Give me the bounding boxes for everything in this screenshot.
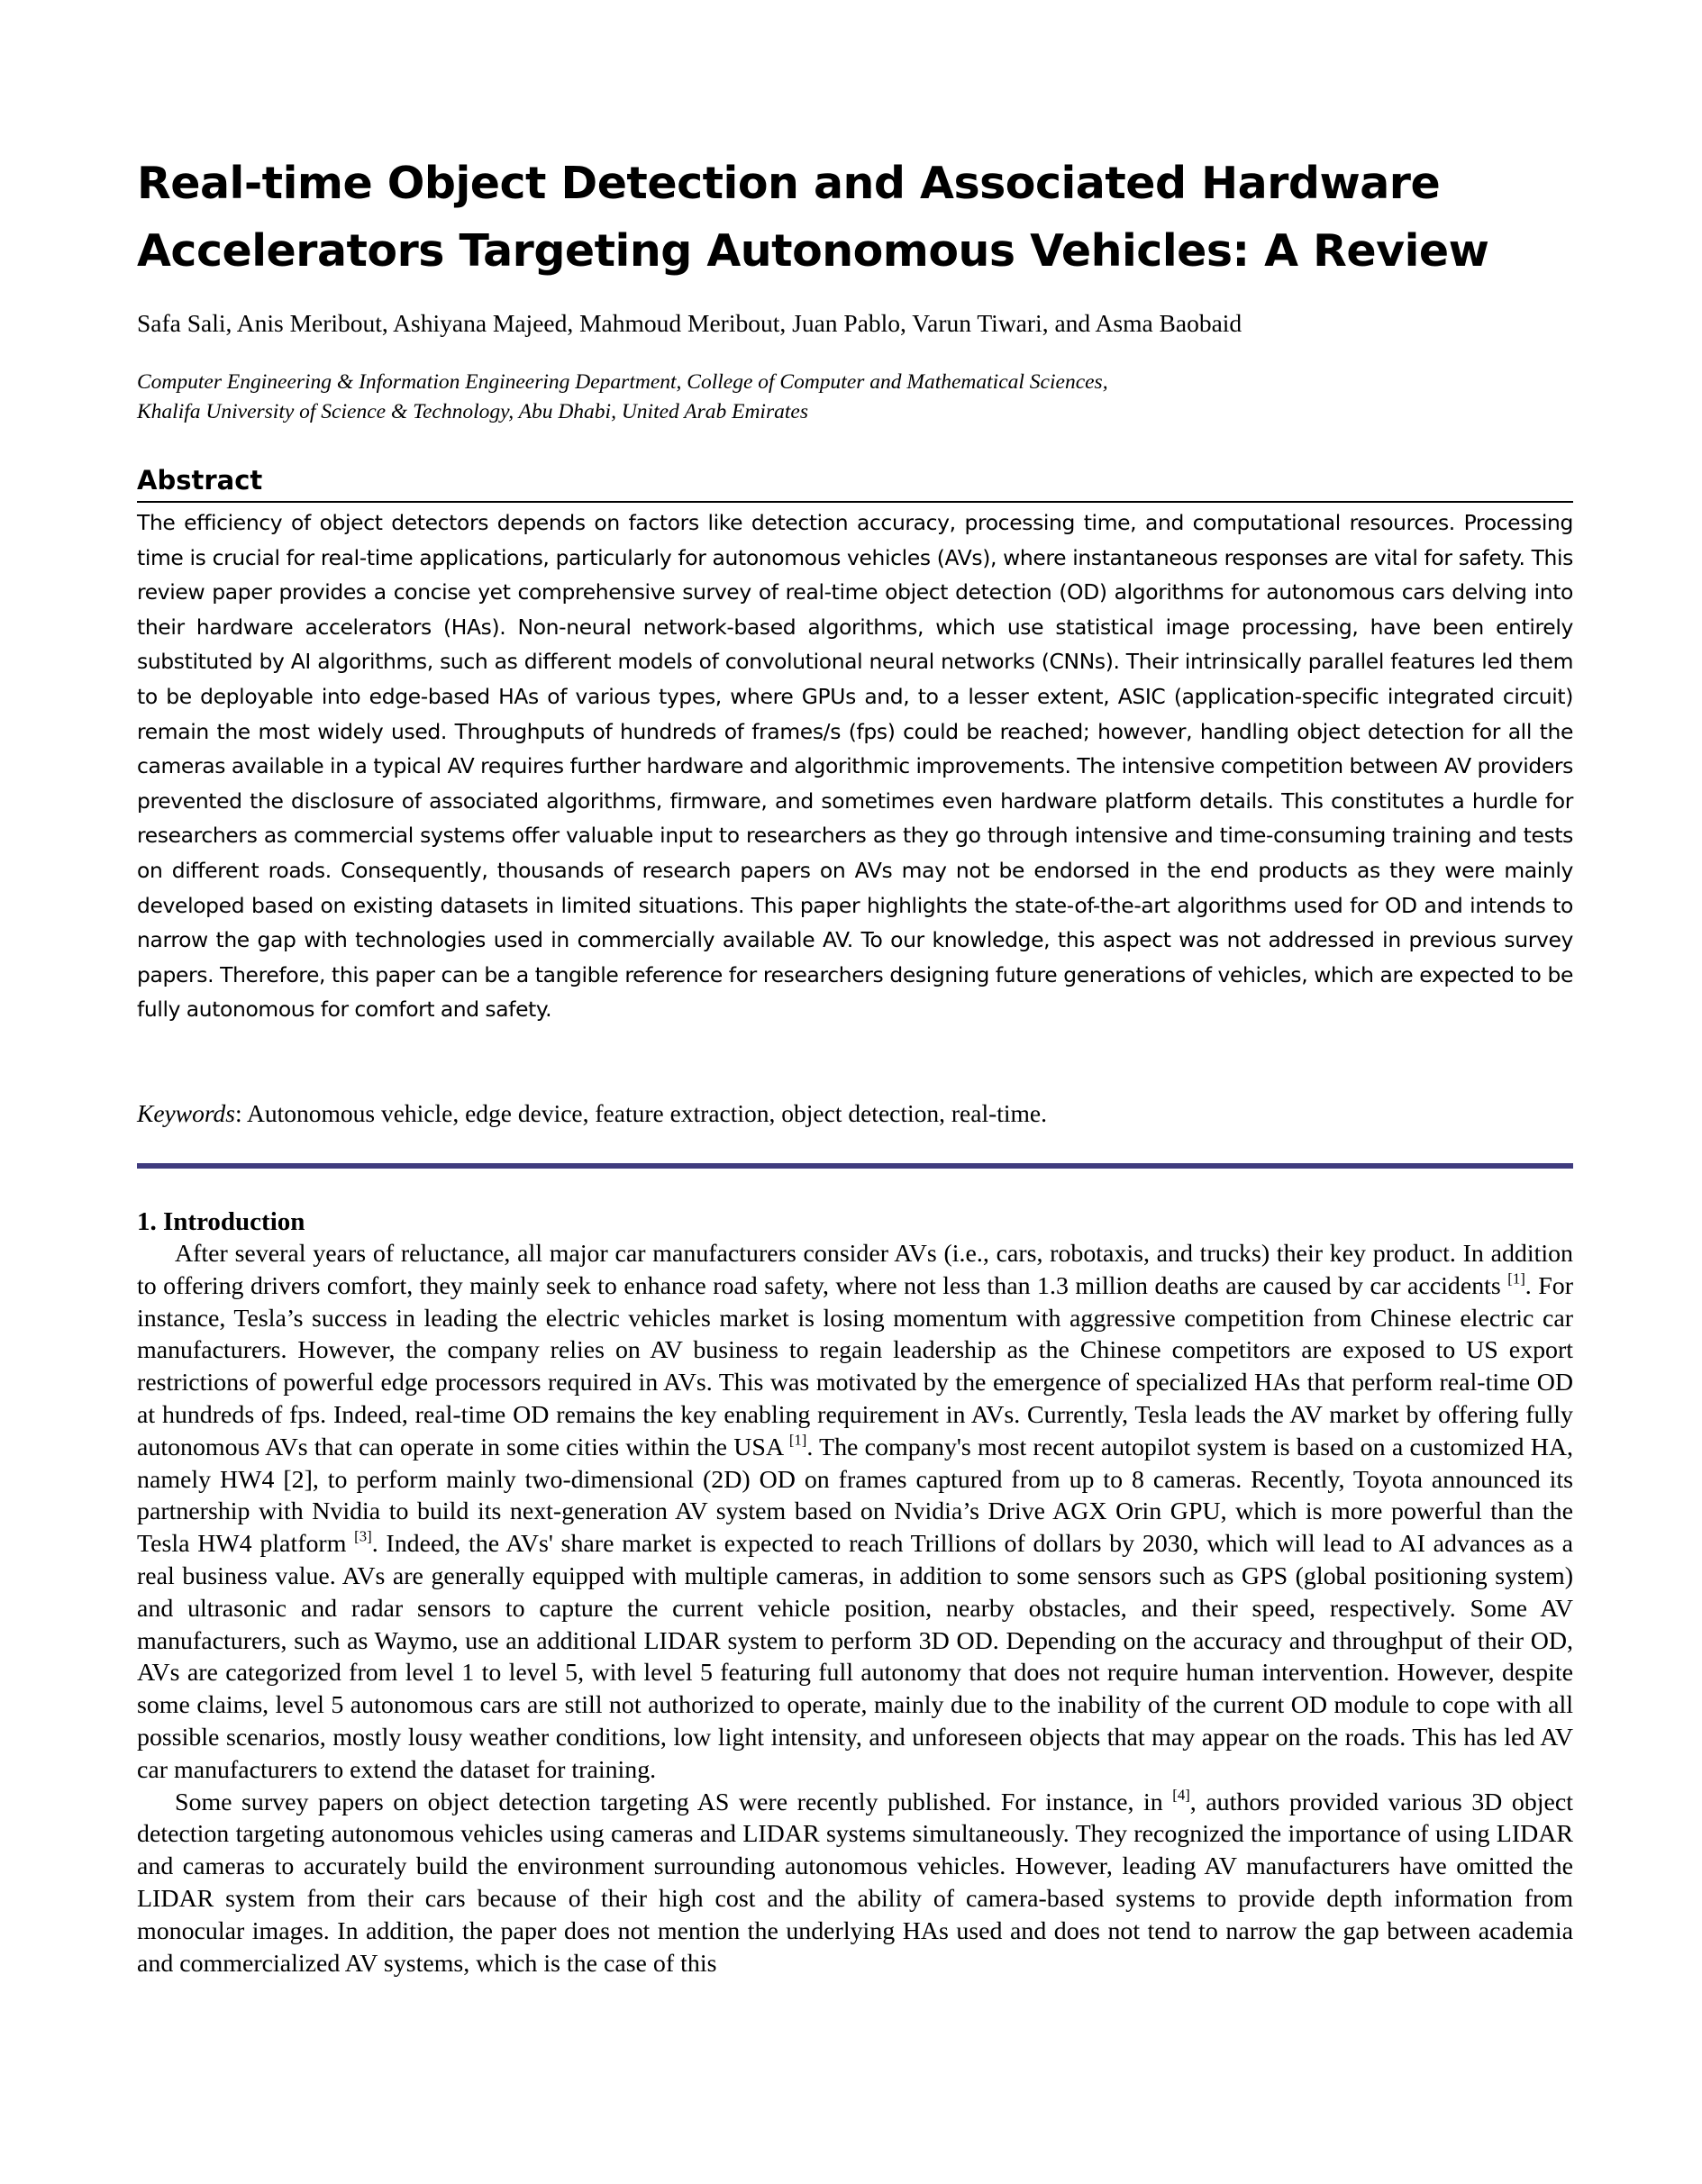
intro-paragraph-2 <box>137 1787 1573 1980</box>
affiliation <box>137 368 1108 427</box>
intro-p2-text-b: , authors provided various 3D object detection targeting autonomous vehicles using cameras and LIDAR systems simultaneously. They recognized the importance of using LIDAR and cameras to accurately build the environment surrounding autonomous vehicles. However, leading AV manufacturers have omitted the LIDAR system from their cars because of their high cost and the ability of camera-based systems to provide depth information from monocular images. In addition, the paper does not mention the underlying HAs used and does not tend to narrow the gap between academia and commercialized AV systems, which is the case of this <box>137 1788 1573 1978</box>
intro-p1-text-d: . Indeed, the AVs' share market is expected to reach Trillions of dollars by 2030, which will lead to AI advances as a real business value. AVs are generally equipped with multiple cameras, in addition to some sensors such as GPS (global positioning system) and ultrasonic and radar sensors to capture the current vehicle position, nearby obstacles, and their speed, respectively. Some AV manufacturers, such as Waymo, use an additional LIDAR system to perform 3D OD. Depending on the accuracy and throughput of their OD, AVs are categorized from level 1 to level 5, with level 5 featuring full autonomy that does not require human intervention. However, despite some claims, level 5 autonomous cars are still not authorized to operate, mainly due to the inability of the current OD module to cope with all possible scenarios, mostly lousy weather conditions, low light intensity, and unforeseen objects that may appear on the roads. This has led AV car manufacturers to extend the dataset for training. <box>137 1530 1573 1784</box>
citation-ref: [3] <box>354 1527 372 1545</box>
introduction-body <box>137 1238 1573 1979</box>
title-line-2: Accelerators Targeting Autonomous Vehicles: A Review <box>137 225 1489 277</box>
citation-ref: [1] <box>788 1431 807 1449</box>
intro-p2-text-a: Some survey papers on object detection targeting AS were recently published. For instance, in <box>175 1788 1173 1816</box>
keywords-label: Keywords <box>137 1099 235 1127</box>
paper-title <box>137 150 1573 285</box>
intro-p1-text-c: . The company's most recent autopilot system is based on a customized HA, namely HW4 [2], to perform mainly two-dimensional (2D) OD on frames captured from up to 8 cameras. Recently, Toyota announced its partnership with Nvidia to build its next-generation AV system based on Nvidia’s Drive AGX Orin GPU, which is more powerful than the Tesla HW4 platform <box>137 1433 1573 1559</box>
affiliation-line-1: Computer Engineering & Information Engineering Department, College of Computer and Mathematical Sciences, <box>137 370 1108 394</box>
introduction-heading: 1. Introduction <box>137 1207 305 1236</box>
keywords-text: : Autonomous vehicle, edge device, feature extraction, object detection, real-time. <box>234 1099 1048 1127</box>
abstract-heading: Abstract <box>137 465 263 496</box>
citation-ref: [4] <box>1172 1785 1190 1803</box>
intro-paragraph-1 <box>137 1238 1573 1787</box>
section-separator <box>137 1163 1573 1169</box>
abstract-body: The efficiency of object detectors depends on factors like detection accuracy, processing time, and computational resources. Processing time is crucial for real-time applications, particularly for autonomous vehicles (AVs), where instantaneous responses are vital for safety. This review paper provides a concise yet comprehensive survey of real-time object detection (OD) algorithms for autonomous cars delving into their hardware accelerators (HAs). Non-neural network-based algorithms, which use statistical image processing, have been entirely substituted by AI algorithms, such as different models of convolutional neural networks (CNNs). Their intrinsically parallel features led them to be deployable into edge-based HAs of various types, where GPUs and, to a lesser extent, ASIC (application-specific integrated circuit) remain the most widely used. Throughputs of hundreds of frames/s (fps) could be reached; however, handling object detection for all the cameras available in a typical AV requires further hardware and algorithmic improvements. The intensive competition between AV providers prevented the disclosure of associated algorithms, firmware, and sometimes even hardware platform details. This constitutes a hurdle for researchers as commercial systems offer valuable input to researchers as they go through intensive and time-consuming training and tests on different roads. Consequently, thousands of research papers on AVs may not be endorsed in the end products as they were mainly developed based on existing datasets in limited situations. This paper highlights the state-of-the-art algorithms used for OD and intends to narrow the gap with technologies used in commercially available AV. To our knowledge, this aspect was not addressed in previous survey papers. Therefore, this paper can be a tangible reference for researchers designing future generations of vehicles, which are expected to be fully autonomous for comfort and safety. <box>137 510 1573 1023</box>
affiliation-line-2: Khalifa University of Science & Technology, Abu Dhabi, United Arab Emirates <box>137 400 808 423</box>
title-line-1: Real-time Object Detection and Associated Hardware <box>137 158 1441 209</box>
intro-p1-text-a: After several years of reluctance, all major car manufacturers consider AVs (i.e., cars, robotaxis, and trucks) their key product. In addition to offering drivers comfort, they mainly seek to enhance road safety, where not less than 1.3 million deaths are caused by car accidents <box>137 1240 1573 1300</box>
keywords <box>137 1098 1047 1129</box>
author-list: Safa Sali, Anis Meribout, Ashiyana Majeed, Mahmoud Meribout, Juan Pablo, Varun Tiwari, and Asma Baobaid <box>137 309 1242 337</box>
citation-ref: [1] <box>1507 1269 1525 1288</box>
abstract-divider <box>137 501 1573 503</box>
intro-p1-text-b: . For instance, Tesla’s success in leading the electric vehicles market is losing momentum with aggressive competition from Chinese electric car manufacturers. However, the company relies on AV business to regain leadership as the Chinese competitors are exposed to US export restrictions of powerful edge processors required in AVs. This was motivated by the emergence of specialized HAs that perform real-time OD at hundreds of fps. Indeed, real-time OD remains the key enabling requirement in AVs. Currently, Tesla leads the AV market by offering fully autonomous AVs that can operate in some cities within the USA <box>137 1271 1573 1461</box>
